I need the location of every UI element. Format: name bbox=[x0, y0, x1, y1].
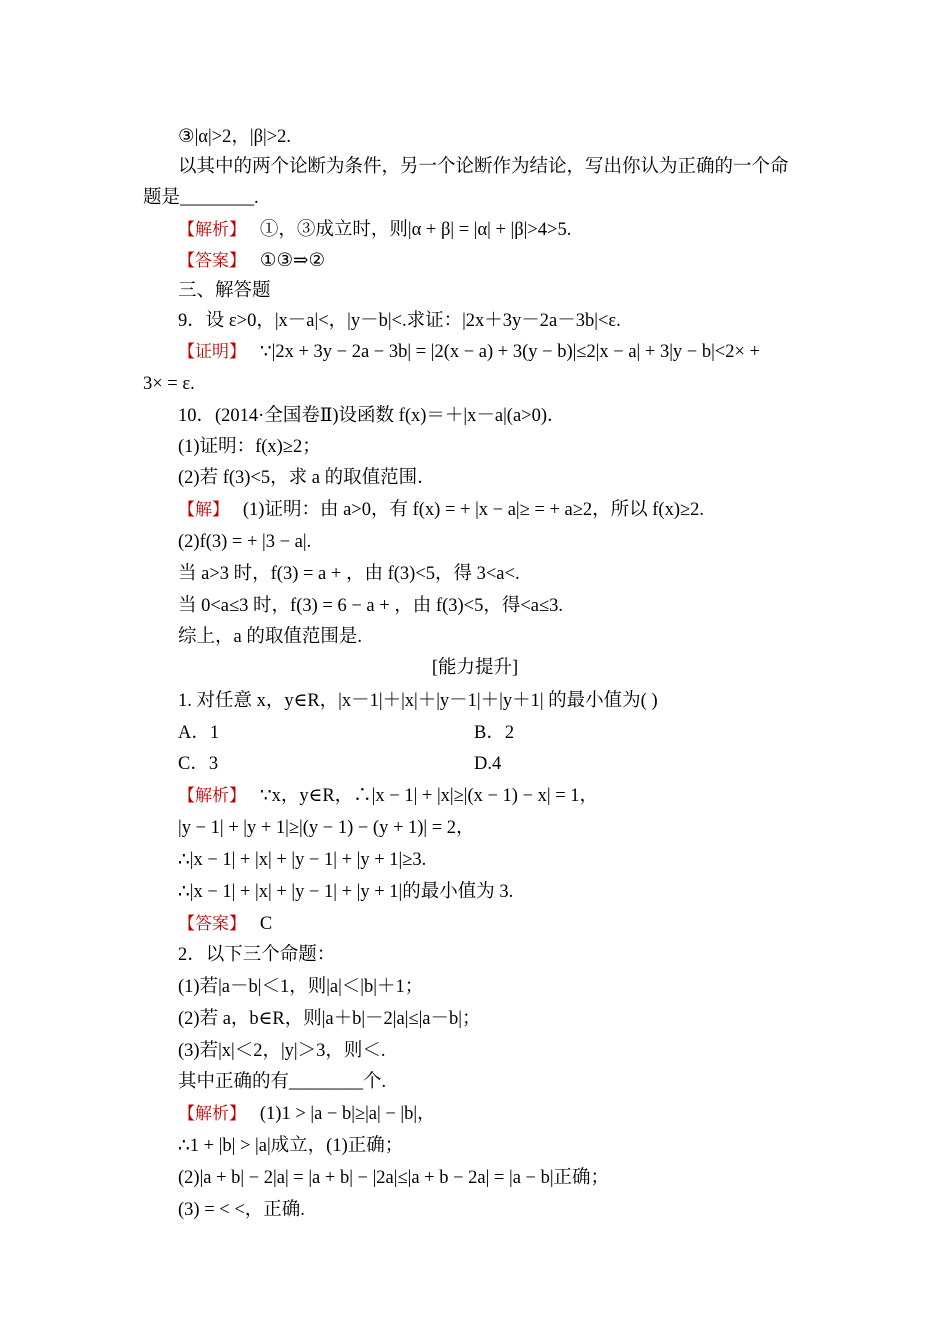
question-2: 2．以下三个命题： bbox=[178, 945, 336, 965]
analysis-tag: 【解析】 bbox=[178, 1104, 246, 1124]
answer-tag: 【答案】 bbox=[178, 914, 246, 934]
text-line: (3)若|x|＜2，|y|＞3，则＜. bbox=[178, 1041, 386, 1061]
text-line: 以其中的两个论断为条件，另一个论断作为结论，写出你认为正确的一个命 bbox=[178, 157, 789, 177]
answer-line: 【答案】 C bbox=[178, 914, 273, 934]
text-line: ∴|x − 1| + |x| + |y − 1| + |y + 1|的最小值为 3. bbox=[178, 882, 514, 902]
analysis-tag: 【解析】 bbox=[178, 786, 246, 806]
text-line: 其中正确的有________个. bbox=[178, 1072, 387, 1092]
question-1: 1. 对任意 x，y∈R，|x－1|＋|x|＋|y－1|＋|y＋1| 的最小值为( ) bbox=[178, 691, 658, 711]
question-10: 10．(2014·全国卷Ⅱ)设函数 f(x)＝＋|x－a|(a>0)． bbox=[178, 406, 566, 426]
option-d: D.4 bbox=[474, 754, 502, 774]
option-c: C．3 bbox=[178, 754, 219, 774]
section-heading: 三、解答题 bbox=[178, 281, 271, 301]
analysis-line: 【解析】 ①，③成立时，则|α + β| = |α| + |β|>4>5. bbox=[178, 220, 572, 240]
proof-line: 【证明】 ∵|2x + 3y − 2a − 3b| = |2(x − a) + 3(y − b)|≤2|x − a| + 3|y − b|<2× + bbox=[178, 342, 760, 362]
text-line: 当 0<a≤3 时，f(3) = 6 − a + ，由 f(3)<5，得<a≤3. bbox=[178, 596, 564, 616]
question-9: 9．设 ε>0，|x－a|<，|y－b|<.求证：|2x＋3y－2a－3b|<ε. bbox=[178, 311, 621, 331]
text-line: (2)f(3) = + |3 − a|. bbox=[178, 532, 312, 552]
text-line: ③|α|>2，|β|>2. bbox=[178, 127, 291, 147]
text-line: ∴1 + |b| > |a|成立，(1)正确； bbox=[178, 1136, 404, 1156]
text-line: 当 a>3 时，f(3) = a + ，由 f(3)<5，得 3<a<. bbox=[178, 564, 520, 584]
analysis-line: 【解析】 ∵x，y∈R，∴|x − 1| + |x|≥|(x − 1) − x| = 1， bbox=[178, 786, 599, 806]
option-a: A．1 bbox=[178, 723, 220, 743]
analysis-tag: 【解析】 bbox=[178, 220, 246, 240]
text-line: (2)|a + b| − 2|a| = |a + b| − |2a|≤|a + b − 2a| = |a − b|正确； bbox=[178, 1168, 610, 1188]
text-line: 3× = ε. bbox=[143, 374, 195, 394]
text-line: (1)证明：f(x)≥2； bbox=[178, 437, 321, 457]
text-line: 题是________. bbox=[143, 188, 259, 208]
proof-tag: 【证明】 bbox=[178, 342, 246, 362]
text-line: (2)若 f(3)<5，求 a 的取值范围． bbox=[178, 468, 436, 488]
analysis-line: 【解析】 (1)1 > |a − b|≥|a| − |b|， bbox=[178, 1104, 436, 1124]
text-line: (2)若 a，b∈R，则|a＋b|－2|a|≤|a－b|； bbox=[178, 1009, 481, 1029]
text-line: (3) = < <，正确. bbox=[178, 1200, 305, 1220]
solution-tag: 【解】 bbox=[178, 500, 229, 520]
subsection-heading: [能力提升] bbox=[431, 658, 519, 678]
text-line: |y − 1| + |y + 1|≥|(y − 1) − (y + 1)| = 2， bbox=[178, 818, 475, 838]
answer-line: 【答案】 ①③⇒② bbox=[178, 251, 326, 271]
text-line: ∴|x − 1| + |x| + |y − 1| + |y + 1|≥3. bbox=[178, 850, 427, 870]
answer-tag: 【答案】 bbox=[178, 251, 246, 271]
text-line: 综上，a 的取值范围是. bbox=[178, 627, 362, 647]
text-line: (1)若|a－b|＜1，则|a|＜|b|＋1； bbox=[178, 977, 424, 997]
solution-line: 【解】 (1)证明：由 a>0，有 f(x) = + |x − a|≥ = + a≥2，所以 f(x)≥2. bbox=[178, 500, 705, 520]
option-b: B．2 bbox=[474, 723, 515, 743]
